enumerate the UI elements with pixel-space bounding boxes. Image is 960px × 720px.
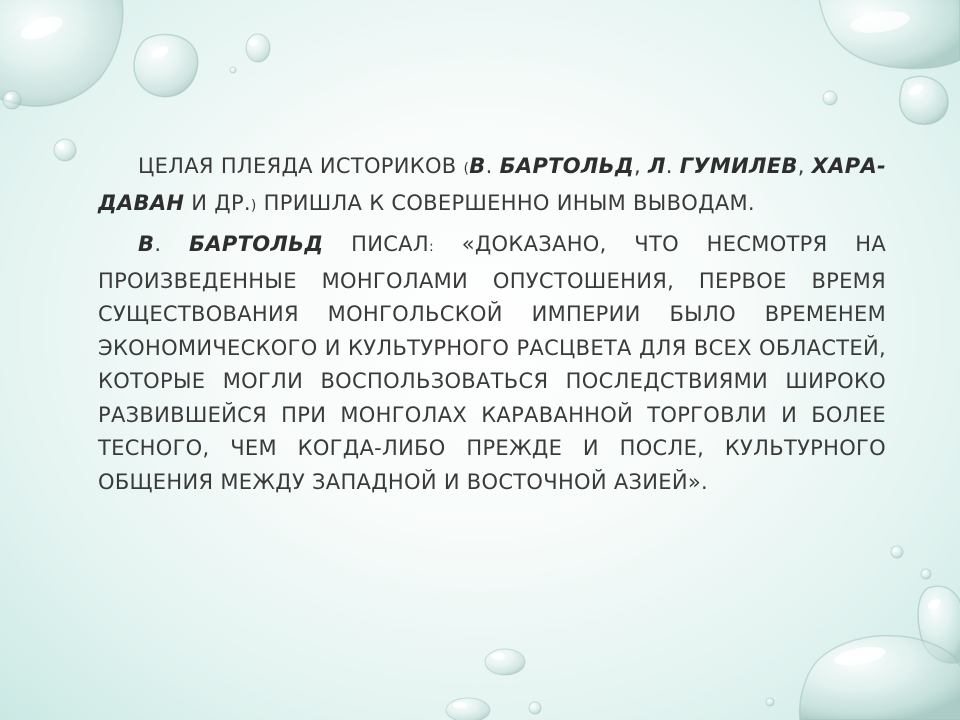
punctuation: . bbox=[665, 154, 680, 178]
punctuation: : bbox=[428, 239, 434, 255]
water-drop bbox=[800, 636, 960, 720]
water-drop bbox=[246, 34, 270, 62]
water-drop bbox=[891, 546, 903, 558]
water-drop bbox=[0, 0, 123, 106]
paren: ) bbox=[250, 197, 257, 214]
water-drop bbox=[446, 698, 490, 720]
water-drop bbox=[485, 649, 525, 675]
historian-name: ГУМИЛЕВ bbox=[679, 154, 798, 178]
paragraph-text: ПРИШЛА К СОВЕРШЕННО ИНЫМ ВЫВОДАМ. bbox=[256, 190, 755, 215]
water-drop bbox=[134, 34, 198, 96]
punctuation: , bbox=[634, 154, 648, 178]
historian-name: Л bbox=[648, 154, 666, 178]
water-drop bbox=[54, 139, 76, 161]
paren: ( bbox=[463, 161, 470, 177]
punctuation: , bbox=[797, 154, 812, 178]
historian-name: ДАВАН bbox=[98, 190, 185, 215]
water-drop bbox=[529, 702, 541, 714]
water-drop bbox=[766, 698, 774, 706]
paragraph-historians bbox=[98, 150, 886, 223]
historian-name: В bbox=[469, 154, 486, 178]
water-drop bbox=[823, 91, 837, 105]
punctuation: . bbox=[154, 232, 190, 256]
historian-name: ХАРА bbox=[811, 154, 877, 178]
punctuation: - bbox=[877, 154, 887, 178]
historian-name: БАРТОЛЬД bbox=[499, 154, 634, 178]
water-drop bbox=[818, 0, 960, 69]
paragraph-text: И ДР. bbox=[184, 190, 251, 215]
water-drop bbox=[921, 569, 931, 579]
paragraph-text: ЦЕЛАЯ ПЛЕЯДА ИСТОРИКОВ bbox=[138, 154, 464, 178]
slide-text-block bbox=[98, 150, 886, 499]
paragraph-text: ПИСАЛ bbox=[323, 232, 429, 256]
historian-name: В bbox=[138, 232, 155, 256]
paragraph-bartold-quote bbox=[98, 228, 886, 499]
water-drop bbox=[900, 76, 948, 124]
punctuation: . bbox=[485, 154, 500, 178]
quote-text: «ДОКАЗАНО, ЧТО НЕСМОТРЯ НА ПРОИЗВЕДЕННЫЕ МОНГОЛАМИ ОПУСТОШЕНИЯ, ПЕРВОЕ ВРЕМЯ СУЩЕСТВОВАНИЯ МОНГОЛЬСКОЙ ИМПЕРИИ БЫЛО ВРЕМЕНЕМ ЭКОНОМИЧЕСКОГО И КУЛЬТУРНОГО РАСЦВЕТА ДЛЯ ВСЕХ ОБЛАСТЕЙ, КОТОРЫЕ МОГЛИ ВОСПОЛЬЗОВАТЬСЯ ПОСЛЕДСТВИЯМИ ШИРОКО РАЗВИВШЕЙСЯ ПРИ МОНГОЛАХ КАРАВАННОЙ ТОРГОВЛИ И БОЛЕЕ ТЕСНОГО, ЧЕМ КОГДА-ЛИБО ПРЕЖДЕ И ПОСЛЕ, КУЛЬТУРНОГО ОБЩЕНИЯ МЕЖДУ ЗАПАДНОЙ И ВОСТОЧНОЙ АЗИЕЙ». bbox=[98, 232, 887, 494]
water-drop bbox=[230, 67, 236, 73]
historian-name: БАРТОЛЬД bbox=[189, 232, 324, 256]
water-drop bbox=[3, 91, 21, 109]
